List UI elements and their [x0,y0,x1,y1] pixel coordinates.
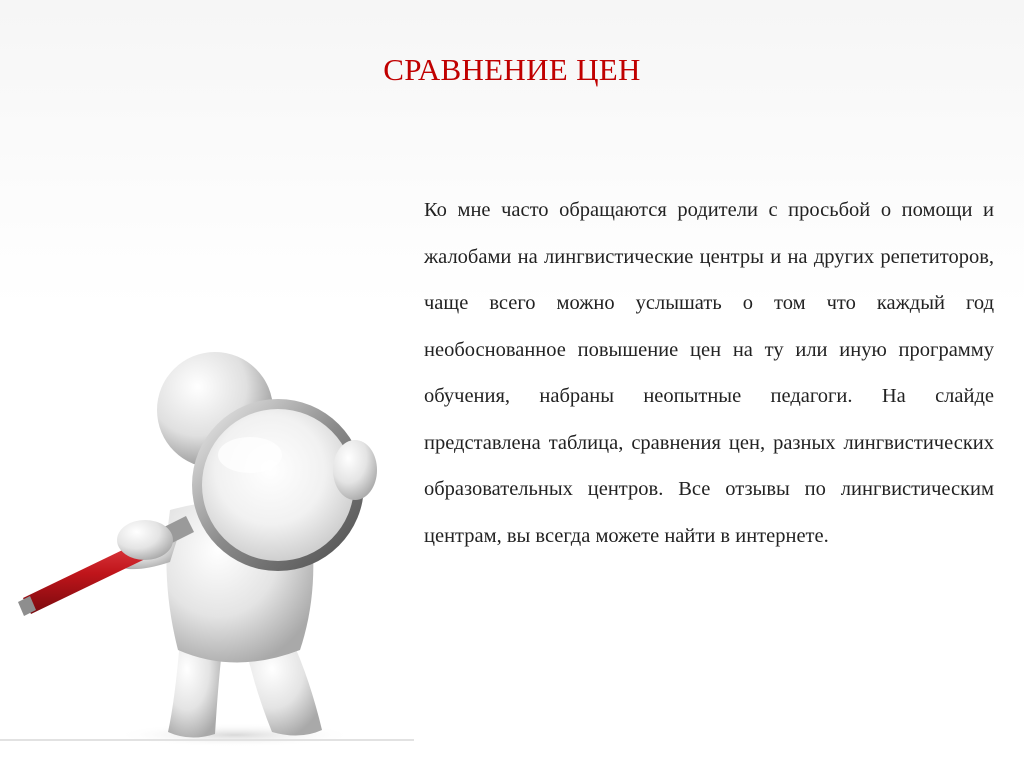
slide-body-text: Ко мне часто обращаются родители с просьбой о помощи и жалобами на лингвистические центры и на других репетиторов, чаще всего можно услышать о том что каждый год необоснованное повышение цен на ту или иную программу обучения, набраны неопытные педагоги. На слайде представлена таблица, сравнения цен, разных лингвистических образовательных центров. Все отзывы по лингвистическим центрам, вы всегда можете найти в интернете. [424,199,994,547]
slide-title: СРАВНЕНИЕ ЦЕН [383,52,641,87]
front-hand [333,440,377,500]
person-with-magnifying-glass-icon [10,340,410,750]
hand [117,520,173,560]
floor-line [0,739,414,741]
